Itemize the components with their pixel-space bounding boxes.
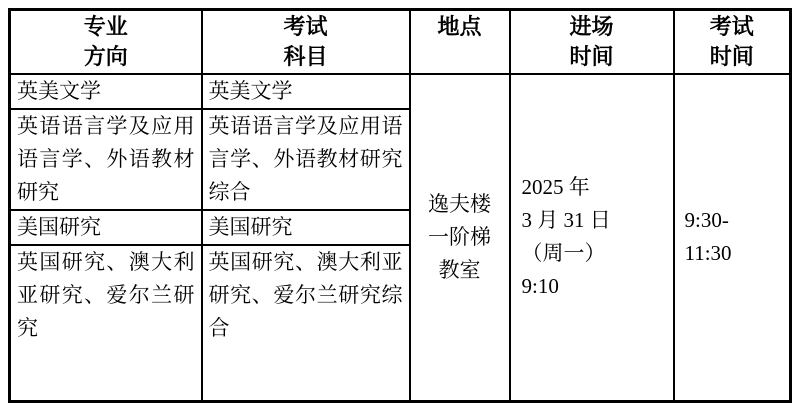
major-text-2: 英语语言学及应用语言学、外语教材研究 bbox=[17, 113, 195, 204]
cell-exam-time bbox=[674, 74, 791, 402]
cell-subject-1 bbox=[202, 74, 410, 109]
major-text-1: 英美文学 bbox=[17, 78, 101, 103]
cell-location bbox=[410, 74, 510, 402]
subject-text-3: 美国研究 bbox=[208, 214, 293, 239]
location-line3: 教室 bbox=[438, 257, 481, 282]
entry-time-line3: （周一） bbox=[521, 241, 606, 266]
exam-schedule-table bbox=[8, 8, 792, 403]
header-major-direction-line2: 方向 bbox=[83, 43, 128, 69]
subject-text-2: 英语语言学及应用语言学、外语教材研究综合 bbox=[208, 113, 403, 204]
cell-major-3 bbox=[10, 210, 202, 245]
header-exam-time bbox=[674, 10, 791, 74]
header-row bbox=[10, 10, 791, 74]
major-text-4: 英国研究、澳大利亚研究、爱尔兰研究 bbox=[17, 249, 195, 340]
location-line1: 逸夫楼 bbox=[428, 191, 491, 216]
entry-time-line2: 3 月 31 日 bbox=[521, 208, 611, 233]
cell-subject-4 bbox=[202, 245, 410, 402]
header-major-direction bbox=[10, 10, 202, 74]
header-location-line2 bbox=[411, 42, 509, 72]
header-exam-subject bbox=[202, 10, 410, 74]
header-entry-time-line2: 时间 bbox=[569, 43, 614, 69]
cell-subject-3 bbox=[202, 210, 410, 245]
header-exam-time-line2: 时间 bbox=[709, 43, 754, 69]
exam-time-line1: 9:30- bbox=[684, 208, 729, 233]
subject-text-4: 英国研究、澳大利亚研究、爱尔兰研究综合 bbox=[208, 249, 403, 340]
subject-text-1: 英美文学 bbox=[208, 78, 293, 103]
exam-time-line2: 11:30 bbox=[684, 241, 732, 266]
cell-major-4 bbox=[10, 245, 202, 402]
header-major-direction-line1: 专业 bbox=[83, 13, 128, 39]
header-location bbox=[410, 10, 510, 74]
header-entry-time-line1: 进场 bbox=[569, 13, 614, 39]
entry-time-line4: 9:10 bbox=[521, 274, 559, 299]
header-exam-subject-line1: 考试 bbox=[283, 13, 328, 39]
cell-entry-time bbox=[510, 74, 674, 402]
header-exam-time-line1: 考试 bbox=[709, 13, 754, 39]
location-line2: 一阶梯 bbox=[428, 224, 491, 249]
header-entry-time bbox=[510, 10, 674, 74]
cell-major-1 bbox=[10, 74, 202, 109]
header-location-line1: 地点 bbox=[437, 13, 482, 39]
major-text-3: 美国研究 bbox=[17, 214, 101, 239]
entry-time-line1: 2025 年 bbox=[521, 175, 590, 200]
cell-subject-2 bbox=[202, 109, 410, 210]
cell-major-2 bbox=[10, 109, 202, 210]
header-exam-subject-line2: 科目 bbox=[283, 43, 328, 69]
table-row-1 bbox=[10, 74, 791, 109]
